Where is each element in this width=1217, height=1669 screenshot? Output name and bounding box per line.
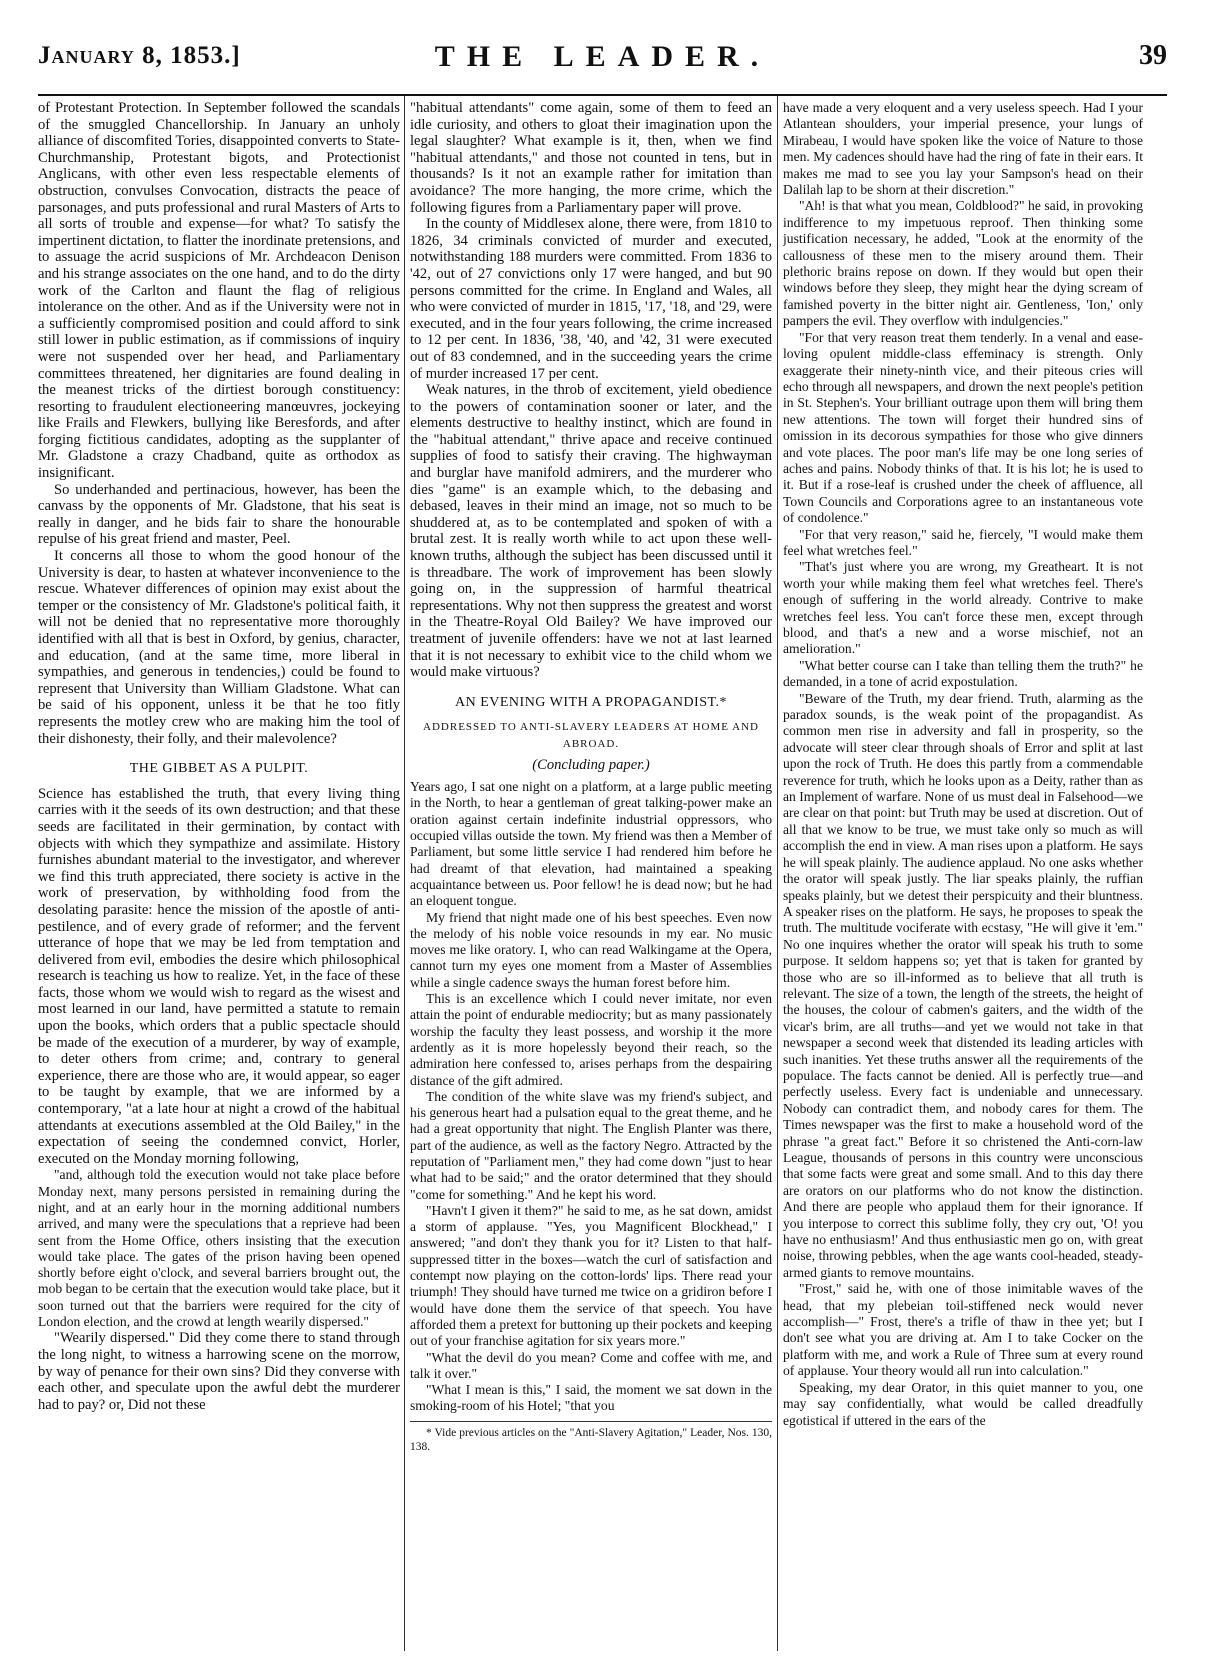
paragraph: "For that very reason treat them tenderly. In a venal and ease-loving opulent middle-class effeminacy is strength. Only exaggerate their ninety-ninth vice, and their piteous cries will echo through all newspapers, and drown the next people's petition in St. Stephen's. Your brilliant outrage upon them will bring them new attentions. The town will forget their hundred sins of omission in its decorous sympathies for those who give dinners and vote places. The poor man's life may be one long series of aches and pains. Nobody thinks of that. It is his lot; he is used to it. But if a rose-leaf is crushed under the cheek of affluence, all Town Councils and Corporations agree to an instantaneous vote of condolence." [783, 329, 1143, 526]
issue-date: January 8, 1853.] [38, 42, 241, 69]
paragraph: Weak natures, in the throb of excitement, yield obedience to the powers of contamination sooner or later, and the elements destructive to healthy instinct, which are found in the "habitual attendant," thrive apace and receive continued supplies of food to satisfy their craving. The highwayman and burglar have manifold admirers, and the murderer who dies "game" is an example which, to the debasing and debased, leaves in their mind an image, not so much to be shuddered at, as to be contemplated and spoken of with a brutal zest. It is really worth while to act upon these well-known truths, although the subject has been discussed until it is threadbare. The work of improvement has been slowly going on, in the suppression of harmful theatrical representations. Why not then suppress the greatest and worst in the Theatre-Royal Old Bailey? We have improved our treatment of juvenile offenders: have we not at last learned that it is not necessary to exhibit vice to the child whom we would make virtuous? [410, 382, 772, 681]
paragraph: "What I mean is this," I said, the moment we sat down in the smoking-room of his Hotel; "that you [410, 1382, 772, 1414]
paragraph: This is an excellence which I could never imitate, nor even attain the point of endurable mediocrity; but as many passionately worship the faculty they least possess, and worship it the more ardently as it is more hopelessly beyond their reach, so the admiration here confessed to, arises perhaps from the despairing distance of the gift admired. [410, 991, 772, 1088]
paragraph: In the county of Middlesex alone, there were, from 1810 to 1826, 34 criminals convicted of murder and executed, notwithstanding 188 murders were committed. From 1836 to '42, out of 27 convictions only 17 were hanged, and but 90 persons committed for the crime. In England and Wales, all who were convicted of murder in 1815, '17, '18, and '29, were executed, and in the four years following, the crime increased to 12 per cent. In 1836, '38, '40, and '42, 31 were executed out of 83 condemned, and in the succeeding years the crime of murder increased 17 per cent. [410, 216, 772, 382]
column-left [38, 100, 400, 1660]
paragraph: "Havn't I given it them?" he said to me, as he sat down, amidst a storm of applause. "Yes, you Magnificent Blockhead," I answered; "and don't they thank you for it? Listen to that half-suppressed titter in the boxes—watch the curl of satisfaction and contempt now playing on the cotton-lords' lips. There read your triumph! They should have turned me twice on a gridiron before I would have done them the service of that speech. You have afforded them a pretext for buttoning up their pockets and keeping out of your franchise agitation for six years more." [410, 1202, 772, 1349]
column-right [783, 100, 1143, 1660]
column-middle [410, 100, 772, 1660]
article-heading-propagandist: AN EVENING WITH A PROPAGANDIST.* [454, 694, 728, 710]
paragraph: "habitual attendants" come again, some of them to feed an idle curiosity, and others to gloat their imagination upon the legal slaughter? What example is it, then, when we find "habitual attendants," and those not counted in tens, but in thousands? Is it not an example rather for imitation than avoidance? The more hanging, the more crime, which the following figures from a Parliamentary paper will prove. [410, 100, 772, 216]
article-heading-gibbet: THE GIBBET AS A PULPIT. [129, 761, 309, 777]
paragraph: "Wearily dispersed." Did they come there to stand through the long night, to witness a harrowing scene on the morrow, by way of penance for their own sins? Did they converse with each other, and speculate upon the awful debt the murderer had to pay? or, Did not these [38, 1330, 400, 1413]
columns [38, 100, 1167, 1660]
paragraph: "Frost," said he, with one of those inimitable waves of the head, that my plebeian toil-stiffened neck would never accomplish—" Frost, there's a trifle of thaw in thee yet; but I don't see what you are driving at. Am I to take Cocker on the platform with me, and work a Rule of Three sum at every round of applause. Your theory would all run into calculation." [783, 1281, 1143, 1379]
footnote-rule [410, 1421, 772, 1422]
footnote: * Vide previous articles on the "Anti-Slavery Agitation," Leader, Nos. 130, 138. [410, 1426, 772, 1453]
concluding-note: (Concluding paper.) [532, 756, 650, 773]
paragraph: "Ah! is that what you mean, Coldblood?" he said, in provoking indifference to my impetuous reproof. Then thinking some justification necessary, he added, "Look at the enormity of the callousness of these men to the misery around them. Their plethoric brains repose on down. If they would but open their windows before they sleep, they might hear the dying scream of famished poverty in the bitter night air. Gentleness, 'Ion,' only pampers the evil. They overflow with indulgencies." [783, 198, 1143, 329]
newspaper-title: THE LEADER. [434, 40, 771, 73]
quoted-paragraph: "and, although told the execution would not take place before Monday next, many persons persisted in remaining during the night, and at an early hour in the morning additional numbers arrived, and many were the speculations that a reprieve had been sent from the Home Office, others insisting that the execution would take place. The gates of the prison having been opened shortly before eight o'clock, and several barriers brought out, the mob began to be certain that the execution would take place, but it soon turned out that the barriers were required for the city of London election, and the crowd at length wearily dispersed." [38, 1167, 400, 1330]
paragraph: It concerns all those to whom the good honour of the University is dear, to hasten at whatever inconvenience to the rescue. Whatever differences of opinion may exist about the temper or the consistency of Mr. Gladstone's political faith, it will not be denied that no representative more thoroughly identified with all that is best in Oxford, by genius, character, and education, (and at the same time, more liberal in sympathies, and generous in tendencies,) could be found to represent that University than William Gladstone. What can be said of his opponent, unless it be that he too fitly represents the motley crew who are making him the tool of their dishonesty, their folly, and their malevolence? [38, 548, 400, 747]
paragraph: "For that very reason," said he, fiercely, "I would make them feel what wretches feel." [783, 526, 1143, 558]
paragraph: My friend that night made one of his best speeches. Even now the melody of his noble voice resounds in my ear. No music moves me like oratory. I, who can read Walkingame at the Opera, cannot turn my eyes one moment from a Master of Assemblies while a single cadence sways the human forest before him. [410, 909, 772, 990]
paragraph: Years ago, I sat one night on a platform, at a large public meeting in the North, to hear a gentleman of great talking-power make an oration against certain indefinite industrial oppressors, who occupied villas outside the town. My friend was then a Member of Parliament, but some little service I had rendered him before he had dreamt of that elevation, had maintained a speaking acquaintance between us. Poor fellow! he is dead now; but he had an eloquent tongue. [410, 779, 772, 909]
page-number: 39 [1139, 40, 1167, 71]
paragraph: "Beware of the Truth, my dear friend. Truth, alarming as the paradox sounds, is the weak point of the propagandist. As common men rise in adversity and fall in prosperity, so the advocate will steer clear through shoals of Error and split at last upon the rock of Truth. He does this partly from a commendable reverence for truth, which he looks upon as a Deity, rather than as an Implement of warfare. None of us must deal in Falsehood—we are clear on that point: but Truth may be used at discretion. Out of all that we know to be true, we must take only so much as will accomplish the end in view. A man rises upon a platform. He says he will speak plainly. The audience applaud. No one asks whether the orator will speak justly. The liar speaks plainly, the ruffian speaks plainly, but we detest their perspicuity and their bluntness. A speaker rises on the platform. He says, he proposes to speak the truth. The multitude vociferate with ecstasy, "He will give it 'em." No one inquires whether the orator will speak his truth to some purpose. It seldom happens so; yet that is taken for granted by those who are so ill-informed as to believe that all truth is relevant. The size of a town, the length of the streets, the height of the houses, the colour of cabmen's gaiters, and the width of the vicar's brim, are all truths—and yet we would not take in that newspaper a second week that distended its leading articles with such inanities. Yet these truths answer all the requirements of the populace. The facts cannot be denied. All is perfectly true—and perfectly useless. Every fact is undeniable and unnecessary. Nobody can contradict them, and nobody cares for them. The Times newspaper was the first to make a household word of the phrase "a great fact." Before it so christened the Anti-corn-law League, thousands of persons in this country were unconscious that some facts were great and some small. And to this day there are orators on our platforms who do not know the distinction. And there are people who applaud them for their ignorance. If you interpose to correct this sublime folly, they cry out, 'O! you have no enthusiasm!' And thus enthusiastic men go on, with great noise, throwing pebbles, when the age wants cool-headed, steady-armed giants to remove mountains. [783, 690, 1143, 1280]
paragraph: "What the devil do you mean? Come and coffee with me, and talk it over." [410, 1349, 772, 1381]
paragraph: Science has established the truth, that every living thing carries with it the seeds of its own destruction; and that these seeds are facilitated in their germination, by contact with objects with which they sympathize and assimilate. History furnishes abundant material to the investigator, and wherever we find this truth appreciated, there society is active in the work of preservation, by withholding food from the desolating parasite: hence the mission of the apostle of anti-pestilence, and of every grade of reformer; and the fervent utterance of hope that we may be led from temptation and delivered from evil, embodies the desire which philosophical research is teaching us how to realize. Yet, in the face of these facts, those whom we would wish to regard as the wisest and most learned in our land, have permitted a statute to remain upon the books, which orders that a public spectacle should be made of the execution of a murderer, by way of example, to deter others from crime; and, contrary to general experience, there are those who are, it would appear, so eager to be taught by example, that we are informed by a contemporary, "at a late hour at night a crowd of the habitual attendants at executions assembled at the Old Bailey," in the expectation of seeing the condemned convict, Horler, executed on the Monday morning following, [38, 785, 400, 1167]
paragraph: have made a very eloquent and a very useless speech. Had I your Atlantean shoulders, your imperial presence, your lungs of Mirabeau, I would have spoken like the voice of Nature to those men. My cadences should have had the ring of fate in their ears. It makes me mad to see you lay your Sampson's head on their Dalilah lap to be shorn at their discretion." [783, 100, 1143, 198]
paragraph: "What better course can I take than telling them the truth?" he demanded, in a tone of acrid expostulation. [783, 657, 1143, 690]
masthead [38, 36, 1167, 96]
paragraph: Speaking, my dear Orator, in this quiet manner to you, one may say confidentially, what would be called dreadfully egotistical if uttered in the ears of the [783, 1379, 1143, 1428]
paragraph: of Protestant Protection. In September followed the scandals of the smuggled Chancellorship. In January an unholy alliance of discomfited Tories, disappointed converts to State-Churchmanship, Protestant bigots, and Protectionist Anglicans, with other even less respectable elements of obstruction, convulses Convocation, distracts the peace of parsonages, and puts professional and rural Masters of Arts to all sorts of trouble and expense—for what? To satisfy the impertinent dictation, to flatter the inordinate pretensions, and to assuage the acrid suspicions of Mr. Archdeacon Denison and his strange associates on the one hand, and to do the dirty work of the Carlton and flaunt the flag of religious intolerance on the other. And as if the University were not in a sufficiently compromised position and could afford to sink still lower in public estimation, as if commissions of inquiry were not suspended over her head, and Parliamentary committees threatened, her dignitaries are found dealing in the meanest tricks of the dirtiest borough constituency: resorting to fraudulent electioneering manœuvres, jockeying like Frails and Flewkers, bullying like Beresfords, and after forging fictitious candidates, adopting as the supplanter of Mr. Gladstone a crazy Chadband, quite as orthodox as insignificant. [38, 100, 400, 482]
article-subheading: ADDRESSED TO ANTI-SLAVERY LEADERS AT HOME AND ABROAD. [423, 721, 759, 750]
paragraph: "That's just where you are wrong, my Greatheart. It is not worth your while making them feel what wretches feel. There's enough of suffering in the world already. Contrive to make wretches feel less. You can't force these men, except through blood, and that's a new and a worse mischief, not an amelioration." [783, 559, 1143, 657]
paragraph: So underhanded and pertinacious, however, has been the canvass by the opponents of Mr. Gladstone, that his seat is really in danger, and he bids fair to share the honourable repulse of his great friend and master, Peel. [38, 481, 400, 548]
paragraph: The condition of the white slave was my friend's subject, and his generous heart had a pulsation equal to the great theme, and he had a great opportunity that night. The English Planter was there, part of the audience, as well as the factory Negro. Attracted by the reputation of "Parliament men," they had come down "just to hear what had to be said;" and the orator determined that they should "come for something." And he kept his word. [410, 1088, 772, 1202]
